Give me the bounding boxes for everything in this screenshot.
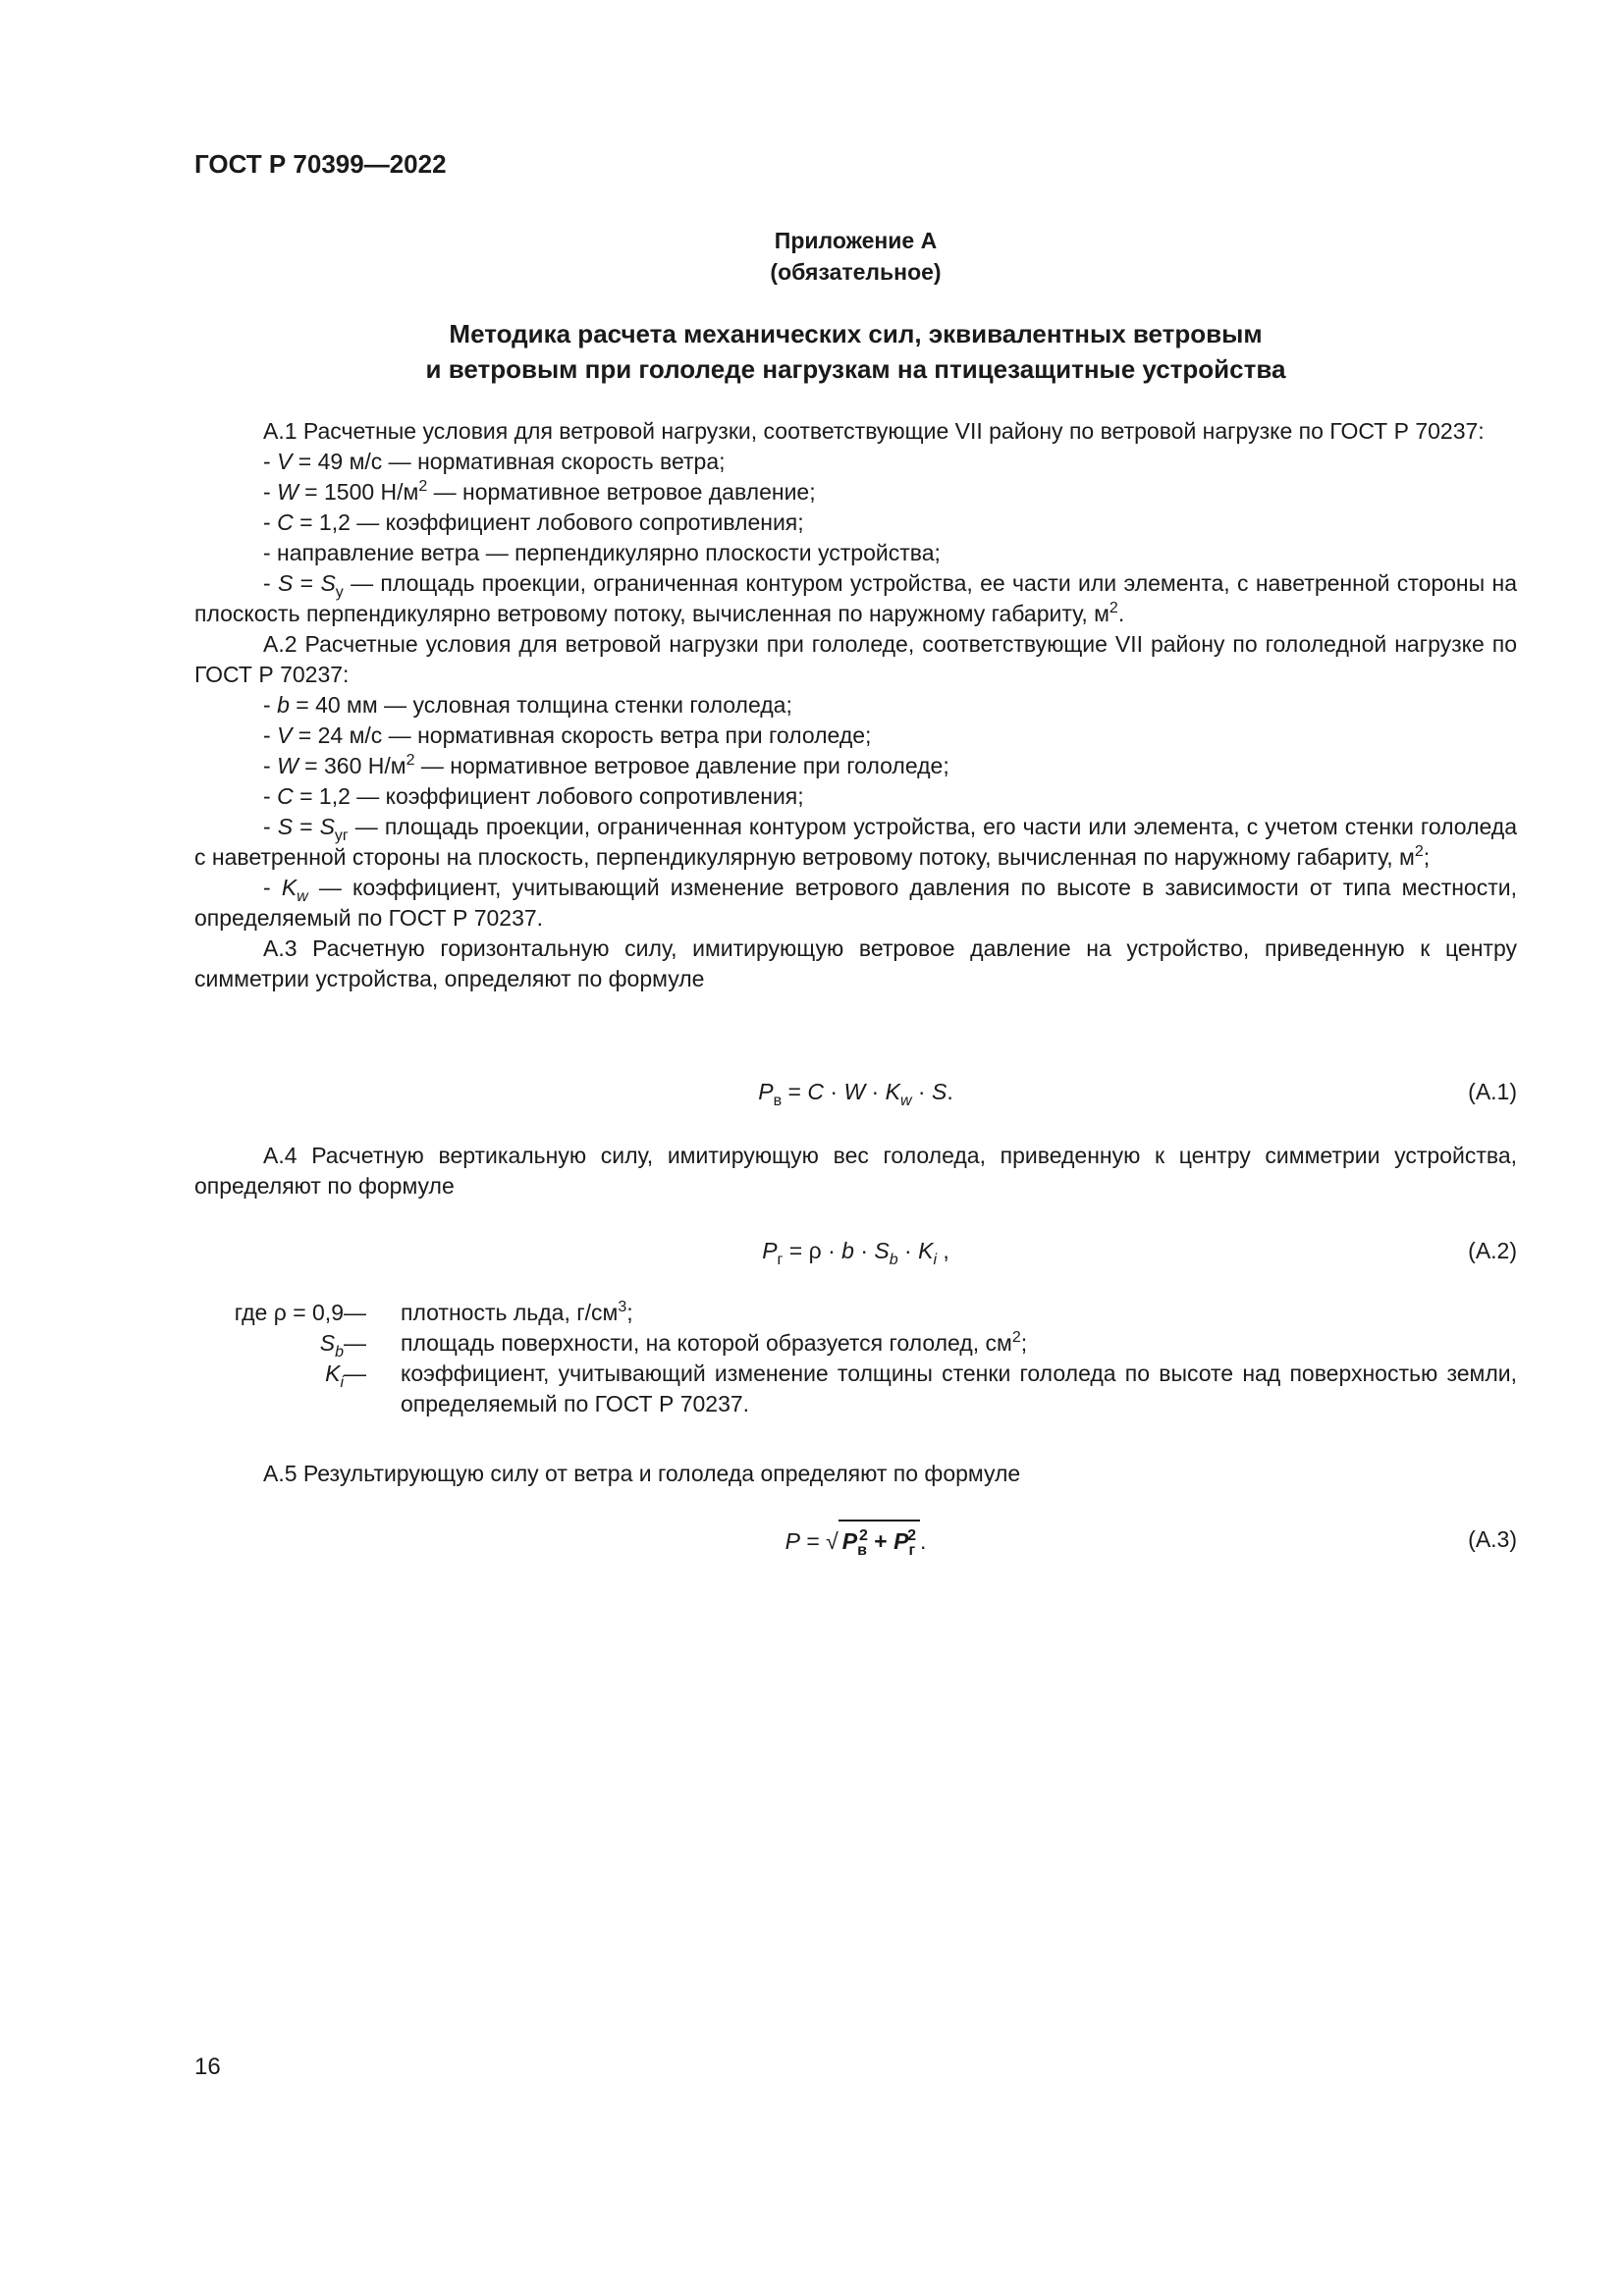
section-a1 — [194, 416, 1517, 994]
annex-label: Приложение А — [774, 228, 938, 253]
a2-item-b: - b = 40 мм — условная толщина стенки гололеда; — [263, 692, 792, 718]
where-ki-symbol: $K_i$ — [325, 1361, 344, 1391]
formula-a2-number: (А.2) — [1468, 1238, 1517, 1263]
a2-item-s: - $S = S_{уг}$ — площадь проекции, ограниченная контуром устройства, его части или элемента, с учетом стенки гололеда с наветренной стороны на плоскость, перпендикулярную ветровому потоку, вычисленная по наружному габариту, $м^2$; — [194, 814, 1517, 870]
a2-intro: А.2 Расчетные условия для ветровой нагрузки при гололеде, соответствующие VII району по гололедной нагрузке по ГОСТ Р 70237: — [194, 631, 1517, 687]
where-ki: $K_i$ — коэффициент, учитывающий изменение толщины стенки гололеда по высоте над поверхностью земли, определяемый по ГОСТ Р 70237. — [194, 1359, 1517, 1419]
formula-a1 — [194, 1072, 1517, 1111]
where-rho: где ρ = 0,9 — плотность льда, $г/см^3$; — [194, 1298, 1517, 1328]
formula-a2 — [194, 1231, 1517, 1270]
a1-intro: А.1 Расчетные условия для ветровой нагрузки, соответствующие VII району по ветровой нагрузке по ГОСТ Р 70237: — [263, 418, 1485, 444]
where-sb-symbol: $S_b$ — [319, 1330, 344, 1361]
formula-a1-number: (А.1) — [1468, 1079, 1517, 1104]
a1-item-direction: - направление ветра — перпендикулярно плоскости устройства; — [263, 540, 941, 565]
formula-a2-expression: $P_г = \rho \cdot b \cdot S_b \cdot K_i$ , — [762, 1238, 949, 1268]
where-sb-desc: площадь поверхности, на которой образуется гололед, $см^2$; — [401, 1329, 1028, 1356]
annex-title-line2: и ветровым при гололеде нагрузкам на птицезащитные устройства — [425, 354, 1286, 384]
formula-a3 — [194, 1520, 1517, 1559]
formula-a1-expression: $P_в = C \cdot W \cdot K_w \cdot S$. — [758, 1079, 953, 1109]
a1-item-c: - C = 1,2 — коэффициент лобового сопротивления; — [263, 509, 804, 535]
a2-item-w: - W = 360 $Н/м^2$ — нормативное ветровое давление при гололеде; — [263, 752, 949, 778]
where-ki-desc: коэффициент, учитывающий изменение толщины стенки гололеда по высоте над поверхностью земли, определяемый по ГОСТ Р 70237. — [401, 1361, 1517, 1416]
document-code: ГОСТ Р 70399—2022 — [194, 149, 447, 179]
a4-text: А.4 Расчетную вертикальную силу, имитирующую вес гололеда, приведенную к центру симметрии устройства, определяют по формуле — [194, 1143, 1517, 1199]
a2-item-kw: - $K_w$ — коэффициент, учитывающий изменение ветрового давления по высоте в зависимости от типа местности, определяемый по ГОСТ Р 70237. — [194, 875, 1517, 931]
a1-item-s: - $S = S_у$ — площадь проекции, ограниченная контуром устройства, ее части или элемента, с наветренной стороны на плоскость перпендикулярно ветровому потоку, вычисленная по наружному габариту, $м^2$. — [194, 570, 1517, 626]
where-block — [194, 1298, 1517, 1419]
formula-a3-number: (А.3) — [1468, 1526, 1517, 1552]
section-a5 — [194, 1459, 1517, 1489]
page-number: 16 — [194, 2054, 221, 2080]
a5-text: А.5 Результирующую силу от ветра и гололеда определяют по формуле — [263, 1461, 1021, 1486]
square-root: √ $P_в^2 + P_г^2$ — [826, 1520, 920, 1561]
where-sb: $S_b$ — площадь поверхности, на которой образуется гололед, $см^2$; — [194, 1328, 1517, 1359]
a3-text: А.3 Расчетную горизонтальную силу, имитирующую ветровое давление на устройство, приведенную к центру симметрии устройства, определяют по формуле — [194, 935, 1517, 991]
where-rho-symbol: где ρ = 0,9 — [234, 1300, 344, 1325]
where-rho-desc: плотность льда, $г/см^3$; — [401, 1299, 633, 1325]
a2-item-c: - C = 1,2 — коэффициент лобового сопротивления; — [263, 783, 804, 809]
annex-title-line1: Методика расчета механических сил, эквивалентных ветровым — [449, 319, 1263, 348]
formula-a3-expression: P = √ $P_в^2 + P_г^2$ . — [194, 1520, 1517, 1561]
annex-status: (обязательное) — [770, 259, 942, 285]
a2-item-v: - V = 24 м/с — нормативная скорость ветра при гололеде; — [263, 722, 872, 748]
a1-item-v: - V = 49 м/с — нормативная скорость ветра; — [263, 449, 726, 474]
section-a4 — [194, 1141, 1517, 1201]
a1-item-w: - W = 1500 $Н/м^2$ — нормативное ветровое давление; — [263, 478, 816, 505]
